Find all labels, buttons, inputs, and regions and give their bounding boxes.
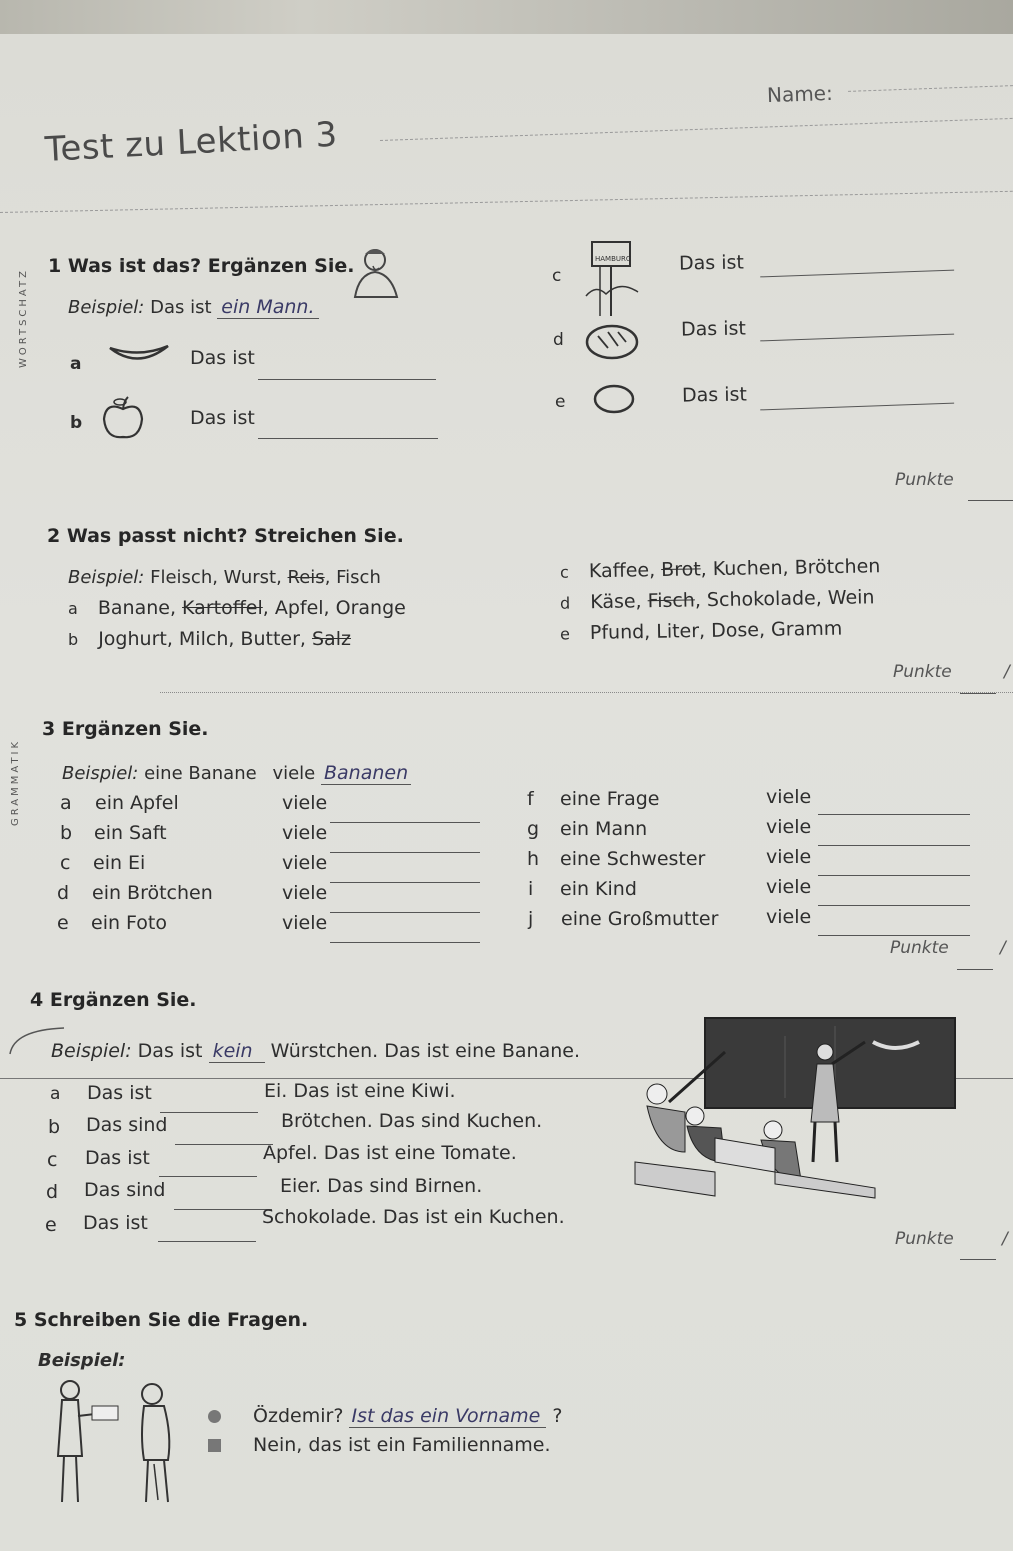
task3-item-a-viele: viele bbox=[282, 792, 328, 814]
task3-item-h-blank[interactable] bbox=[818, 861, 970, 880]
man-icon bbox=[345, 242, 405, 300]
task3-item-g-text: ein Mann bbox=[560, 818, 648, 840]
city-sign-text: HAMBURG bbox=[595, 255, 632, 263]
item-pre: Käse, bbox=[590, 590, 642, 614]
task3-item-h-text: eine Schwester bbox=[560, 848, 706, 870]
task3-item-c-letter: c bbox=[60, 852, 71, 874]
example-pre: Fleisch, Wurst, bbox=[150, 567, 282, 588]
speaker-a-bullet-icon bbox=[208, 1410, 221, 1423]
task3-score-blank[interactable] bbox=[957, 955, 993, 974]
task1-letter-a: a bbox=[70, 354, 82, 374]
task4-item-d-letter: d bbox=[46, 1181, 59, 1203]
task3-item-j-text: eine Großmutter bbox=[561, 908, 719, 930]
task3-item-b-viele: viele bbox=[282, 822, 328, 844]
example-label: Beispiel: bbox=[62, 763, 139, 784]
letter: e bbox=[559, 624, 571, 644]
task3-item-i-viele: viele bbox=[766, 876, 812, 898]
task4-item-b-pre: Das sind bbox=[86, 1114, 168, 1136]
struck-word[interactable]: Kartoffel bbox=[182, 597, 263, 619]
task1-item-d-text: Das ist bbox=[680, 317, 747, 341]
dialog-illustration bbox=[48, 1376, 198, 1506]
task4-item-d-post: Eier. Das sind Birnen. bbox=[280, 1175, 483, 1197]
task1-punkte: Punkte bbox=[895, 470, 954, 490]
task1-item-b-blank[interactable] bbox=[258, 424, 438, 443]
example-label: Beispiel: bbox=[68, 567, 145, 588]
task3-item-c-viele: viele bbox=[282, 852, 328, 874]
item-post: , Apfel, Orange bbox=[262, 597, 406, 619]
example-answer: Bananen bbox=[321, 762, 411, 785]
task4-punkte: Punkte bbox=[895, 1229, 954, 1249]
item-post: , Schokolade, Wein bbox=[694, 586, 875, 612]
task3-item-h-letter: h bbox=[527, 848, 540, 870]
task4-heading: 4 Ergänzen Sie. bbox=[30, 989, 197, 1011]
task1-item-a-blank[interactable] bbox=[258, 365, 436, 384]
speaker-b-bullet-icon bbox=[208, 1439, 221, 1452]
task4-item-b-blank[interactable] bbox=[175, 1130, 273, 1149]
task2-punkte: Punkte bbox=[893, 662, 952, 682]
task3-item-d-viele: viele bbox=[282, 882, 328, 904]
task4-item-e-blank[interactable] bbox=[158, 1227, 256, 1246]
task2-score-slash: / bbox=[1004, 662, 1010, 682]
task1-item-a-text: Das ist bbox=[190, 347, 255, 369]
task3-item-b-text: ein Saft bbox=[94, 822, 167, 844]
task1-item-e-text: Das ist bbox=[681, 383, 748, 407]
letter: c bbox=[559, 562, 569, 582]
example-answer: kein bbox=[209, 1040, 265, 1063]
task2-item-b bbox=[68, 628, 351, 650]
task3-item-i-blank[interactable] bbox=[818, 891, 970, 910]
task5-heading: 5 Schreiben Sie die Fragen. bbox=[14, 1309, 309, 1331]
task2-score-blank[interactable] bbox=[960, 679, 996, 698]
task4-score-blank[interactable] bbox=[960, 1245, 996, 1264]
task1-example bbox=[68, 296, 319, 318]
item-pre: Banane, bbox=[97, 597, 176, 619]
task3-score-slash: / bbox=[1000, 938, 1006, 958]
task2-rule bbox=[160, 692, 1013, 693]
task3-item-f-text: eine Frage bbox=[560, 788, 660, 810]
task3-item-i-text: ein Kind bbox=[560, 878, 637, 900]
task4-item-c-pre: Das ist bbox=[85, 1147, 150, 1169]
letter: a bbox=[68, 599, 78, 618]
task3-item-j-viele: viele bbox=[766, 906, 812, 928]
task3-example bbox=[62, 762, 411, 784]
task2-example bbox=[68, 567, 381, 588]
task4-item-c-blank[interactable] bbox=[159, 1162, 257, 1181]
task4-item-b-letter: b bbox=[48, 1116, 61, 1138]
task3-item-f-letter: f bbox=[527, 788, 534, 810]
task3-item-c-blank[interactable] bbox=[330, 868, 480, 887]
task4-item-e-letter: e bbox=[45, 1214, 57, 1236]
example-answer: ein Mann. bbox=[217, 296, 318, 319]
side-label-wortschatz: WORTSCHATZ bbox=[18, 268, 29, 368]
task1-letter-b: b bbox=[70, 413, 83, 433]
item-post: , Kuchen, Brötchen bbox=[700, 555, 881, 581]
task5-question-answer: Ist das ein Vorname bbox=[349, 1405, 546, 1428]
example-struck-word: Reis bbox=[287, 567, 325, 588]
task3-item-d-text: ein Brötchen bbox=[92, 882, 213, 904]
task1-item-c-text: Das ist bbox=[678, 251, 745, 275]
example-pre: Das ist bbox=[137, 1040, 203, 1062]
task3-item-a-text: ein Apfel bbox=[95, 792, 179, 814]
item-pre: Pfund, Liter, Dose, Gramm bbox=[589, 617, 843, 644]
task4-item-e-pre: Das ist bbox=[83, 1212, 148, 1234]
city-sign-icon bbox=[586, 240, 646, 320]
task1-letter-e: e bbox=[555, 392, 566, 412]
banana-icon bbox=[108, 342, 170, 368]
example-label: Beispiel: bbox=[51, 1040, 132, 1062]
example-post: , Fisch bbox=[324, 567, 381, 588]
task5-answer-text: Nein, das ist ein Familienname. bbox=[253, 1434, 551, 1456]
task3-item-a-letter: a bbox=[60, 792, 72, 814]
struck-word[interactable]: Fisch bbox=[647, 589, 696, 613]
task1-heading: 1 Was ist das? Ergänzen Sie. bbox=[48, 255, 355, 277]
task4-example bbox=[51, 1040, 580, 1062]
egg-icon bbox=[592, 383, 636, 415]
task3-item-h-viele: viele bbox=[766, 846, 812, 868]
task5-question-text: Özdemir? bbox=[253, 1405, 344, 1427]
task3-item-f-blank[interactable] bbox=[818, 800, 970, 819]
task3-item-i-letter: i bbox=[528, 878, 534, 900]
apple-icon bbox=[100, 395, 146, 443]
example-text: eine Banane bbox=[144, 763, 257, 784]
item-pre: Kaffee, bbox=[588, 559, 656, 583]
task3-punkte: Punkte bbox=[890, 938, 949, 958]
task3-item-e-viele: viele bbox=[282, 912, 328, 934]
task1-letter-d: d bbox=[553, 330, 564, 350]
task4-item-a-pre: Das ist bbox=[87, 1082, 152, 1104]
task5-question-mark: ? bbox=[552, 1405, 563, 1427]
task1-score-blank[interactable] bbox=[968, 486, 1013, 505]
task4-item-b-post: Brötchen. Das sind Kuchen. bbox=[281, 1110, 543, 1132]
struck-word[interactable]: Salz bbox=[312, 628, 351, 650]
task3-heading: 3 Ergänzen Sie. bbox=[42, 718, 209, 740]
task4-item-a-letter: a bbox=[50, 1084, 61, 1104]
task3-item-d-blank[interactable] bbox=[330, 898, 480, 917]
letter: d bbox=[559, 593, 571, 613]
side-label-grammatik: GRAMMATIK bbox=[10, 738, 21, 826]
task4-item-e-post: Schokolade. Das ist ein Kuchen. bbox=[262, 1206, 565, 1228]
bread-icon bbox=[584, 322, 640, 362]
task3-item-f-viele: viele bbox=[766, 786, 812, 808]
task3-item-c-text: ein Ei bbox=[93, 852, 146, 874]
task3-item-b-blank[interactable] bbox=[330, 838, 480, 857]
task3-item-g-viele: viele bbox=[766, 816, 812, 838]
task5-example-label: Beispiel: bbox=[38, 1350, 126, 1371]
task4-item-c-post: Apfel. Das ist eine Tomate. bbox=[263, 1142, 517, 1164]
task3-item-a-blank[interactable] bbox=[330, 808, 480, 827]
page-title: Test zu Lektion 3 bbox=[43, 114, 339, 170]
task4-item-a-blank[interactable] bbox=[160, 1098, 258, 1117]
example-post: Würstchen. Das ist eine Banane. bbox=[270, 1040, 580, 1062]
task3-item-g-blank[interactable] bbox=[818, 831, 970, 850]
example-label: Beispiel: bbox=[68, 297, 145, 318]
task3-item-e-letter: e bbox=[57, 912, 69, 934]
struck-word[interactable]: Brot bbox=[660, 558, 701, 582]
page-top-edge bbox=[0, 0, 1013, 34]
item-pre: Joghurt, Milch, Butter, bbox=[98, 628, 306, 650]
task3-item-d-letter: d bbox=[57, 882, 70, 904]
task5-question-line bbox=[208, 1405, 563, 1427]
classroom-illustration bbox=[625, 1012, 960, 1202]
task3-item-e-blank[interactable] bbox=[330, 928, 480, 947]
task1-item-b-text: Das ist bbox=[190, 407, 255, 429]
task3-item-e-text: ein Foto bbox=[91, 912, 167, 934]
task2-item-a bbox=[68, 597, 406, 619]
task4-item-d-blank[interactable] bbox=[174, 1195, 272, 1214]
task4-item-a-post: Ei. Das ist eine Kiwi. bbox=[264, 1080, 456, 1102]
task4-item-d-pre: Das sind bbox=[84, 1179, 166, 1201]
example-viele: viele bbox=[272, 763, 316, 784]
task3-item-j-letter: j bbox=[528, 908, 534, 930]
example-text: Das ist bbox=[150, 297, 212, 318]
task1-letter-c: c bbox=[552, 266, 562, 286]
task5-answer-line bbox=[208, 1434, 551, 1456]
task4-item-c-letter: c bbox=[47, 1149, 58, 1171]
task3-item-b-letter: b bbox=[60, 822, 73, 844]
task3-item-g-letter: g bbox=[527, 818, 540, 840]
letter: b bbox=[68, 630, 79, 649]
task2-heading: 2 Was passt nicht? Streichen Sie. bbox=[47, 525, 404, 547]
name-label: Name: bbox=[766, 80, 834, 108]
task4-score-slash: / bbox=[1002, 1229, 1008, 1249]
